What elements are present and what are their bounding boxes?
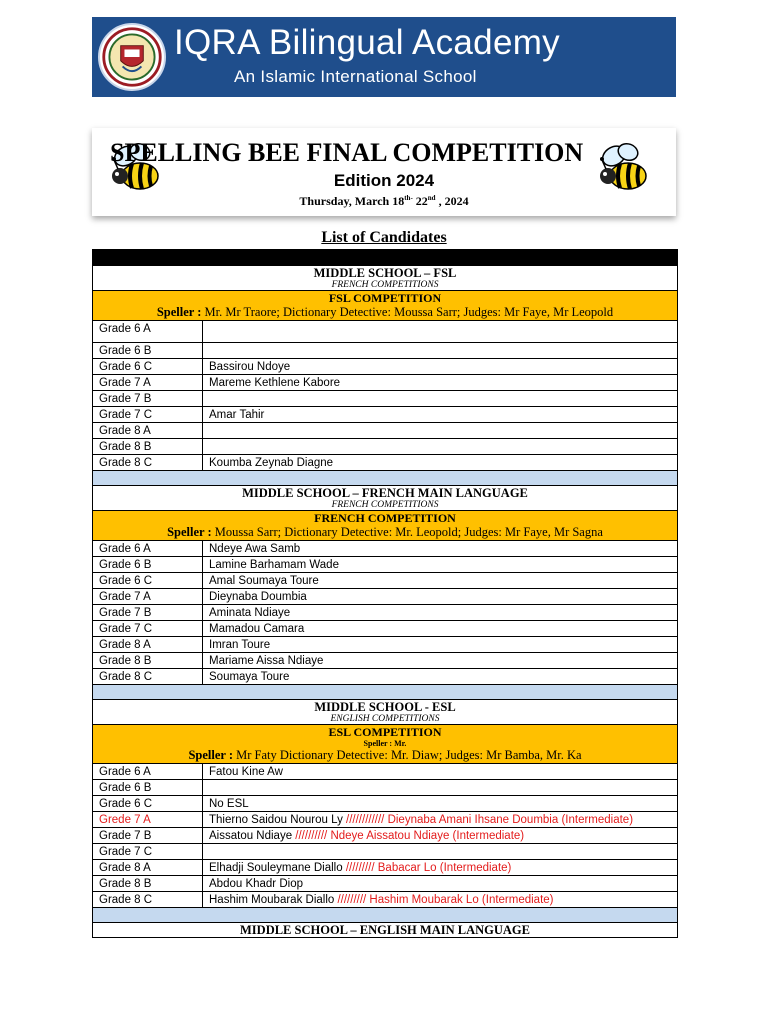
competition-band-french: [93, 511, 678, 541]
candidate-cell: [203, 876, 678, 892]
table-row: [93, 764, 678, 780]
candidate-cell: [203, 423, 678, 439]
candidate-name: Mamadou Camara: [209, 622, 305, 635]
competition-title: ESL COMPETITION: [328, 725, 442, 739]
grade-cell: Grade 7 A: [93, 589, 203, 605]
table-row: [93, 876, 678, 892]
grade-cell: Grade 8 A: [93, 860, 203, 876]
candidate-cell: [203, 407, 678, 423]
candidate-name: Fatou Kine Aw: [209, 765, 283, 778]
section-header-fsl: [93, 266, 678, 291]
candidate-name: Hashim Moubarak Diallo: [209, 893, 338, 906]
grade-cell: Grade 7 B: [93, 391, 203, 407]
section-header-esl: [93, 700, 678, 725]
candidates-table: [92, 249, 678, 938]
section-title: MIDDLE SCHOOL – FRENCH MAIN LANGUAGE: [242, 486, 528, 500]
school-name: IQRA Bilingual Academy: [174, 23, 560, 62]
grade-cell: Grade 8 C: [93, 455, 203, 471]
table-row: [93, 812, 678, 828]
section-separator: [93, 908, 678, 923]
section-title: MIDDLE SCHOOL – ENGLISH MAIN LANGUAGE: [240, 923, 530, 937]
table-row: [93, 589, 678, 605]
candidate-name: Lamine Barhamam Wade: [209, 558, 339, 571]
grade-cell: Grade 8 B: [93, 653, 203, 669]
school-banner: [92, 17, 676, 97]
candidate-cell: [203, 605, 678, 621]
table-row: [93, 391, 678, 407]
candidate-cell: [203, 860, 678, 876]
candidate-cell: [203, 621, 678, 637]
table-row: [93, 541, 678, 557]
section-header-french: [93, 486, 678, 511]
candidate-cell: [203, 455, 678, 471]
candidate-cell: [203, 359, 678, 375]
table-row: [93, 605, 678, 621]
event-title-area: [110, 132, 586, 172]
candidate-cell: [203, 391, 678, 407]
competition-staff: Speller : Mr Faty Dictionary Detective: Mr. Diaw; Judges: Mr Bamba, Mr. Ka: [188, 748, 582, 762]
candidate-cell: [203, 812, 678, 828]
competition-title: FSL COMPETITION: [328, 291, 442, 305]
competition-band-fsl: [93, 291, 678, 321]
section-separator: [93, 471, 678, 486]
candidate-name: No ESL: [209, 797, 249, 810]
table-row: [93, 621, 678, 637]
section-subtitle: FRENCH COMPETITIONS: [331, 280, 439, 290]
grade-cell: Grade 7 C: [93, 844, 203, 860]
candidate-cell: [203, 343, 678, 359]
table-row: [93, 321, 678, 343]
event-date: Thursday, March $18^{th-}$ 22nd , 2024: [299, 194, 469, 208]
grade-cell: Grade 7 A: [93, 375, 203, 391]
candidate-cell: [203, 796, 678, 812]
school-tagline: An Islamic International School: [234, 67, 477, 86]
table-row: [93, 796, 678, 812]
intermediate-candidate: ///////// Babacar Lo (Intermediate): [345, 861, 512, 874]
grade-cell: Grede 7 A: [93, 812, 203, 828]
candidate-name: Bassirou Ndoye: [209, 360, 291, 373]
grade-cell: Grade 8 A: [93, 637, 203, 653]
candidate-name: Ndeye Awa Samb: [209, 542, 301, 555]
section-header-english: [93, 923, 678, 938]
candidate-cell: [203, 669, 678, 685]
grade-cell: Grade 6 A: [93, 764, 203, 780]
intermediate-candidate: //////////// Dieynaba Amani Ihsane Doumbia (Intermediate): [346, 813, 634, 826]
candidate-cell: [203, 541, 678, 557]
event-header: [92, 128, 676, 216]
grade-cell: Grade 6 B: [93, 343, 203, 359]
candidate-name: Koumba Zeynab Diagne: [209, 456, 334, 469]
candidate-cell: [203, 764, 678, 780]
candidate-cell: [203, 637, 678, 653]
table-row: [93, 455, 678, 471]
grade-cell: Grade 8 C: [93, 892, 203, 908]
table-row: [93, 557, 678, 573]
candidate-name: Amal Soumaya Toure: [209, 574, 319, 587]
school-crest-logo: [98, 23, 166, 91]
table-row: [93, 637, 678, 653]
section-title: MIDDLE SCHOOL – FSL: [313, 266, 457, 280]
candidate-name: Abdou Khadr Diop: [209, 877, 303, 890]
candidate-cell: [203, 321, 678, 343]
table-row: [93, 828, 678, 844]
candidate-name: Aissatou Ndiaye: [209, 829, 296, 842]
table-row: [93, 343, 678, 359]
header-bar: [93, 250, 678, 266]
intermediate-candidate: ///////// Hashim Moubarak Lo (Intermediate): [337, 893, 554, 906]
grade-cell: Grade 7 B: [93, 605, 203, 621]
candidate-cell: [203, 573, 678, 589]
edition-label: Edition 2024: [333, 171, 435, 190]
candidate-name: Mariame Aissa Ndiaye: [209, 654, 324, 667]
candidate-name: Mareme Kethlene Kabore: [209, 376, 341, 389]
candidate-cell: [203, 892, 678, 908]
grade-cell: Grade 8 C: [93, 669, 203, 685]
grade-cell: Grade 6 A: [93, 541, 203, 557]
bee-icon: [594, 136, 658, 200]
table-row: [93, 359, 678, 375]
list-title: List of Candidates: [321, 229, 447, 246]
section-subtitle: ENGLISH COMPETITIONS: [330, 714, 440, 724]
grade-cell: Grade 8 B: [93, 439, 203, 455]
table-row: [93, 375, 678, 391]
grade-cell: Grade 6 C: [93, 359, 203, 375]
grade-cell: Grade 7 B: [93, 828, 203, 844]
section-separator: [93, 685, 678, 700]
grade-cell: Grade 6 C: [93, 796, 203, 812]
grade-cell: Grade 6 A: [93, 321, 203, 343]
candidate-cell: [203, 439, 678, 455]
intermediate-candidate: ////////// Ndeye Aissatou Ndiaye (Intermediate): [295, 829, 525, 842]
candidate-name: Aminata Ndiaye: [209, 606, 291, 619]
candidate-cell: [203, 844, 678, 860]
table-row: [93, 780, 678, 796]
table-row: [93, 653, 678, 669]
section-subtitle: FRENCH COMPETITIONS: [331, 500, 439, 510]
candidate-name: Imran Toure: [209, 638, 271, 651]
candidate-cell: [203, 589, 678, 605]
candidate-name: Soumaya Toure: [209, 670, 290, 683]
grade-cell: Grade 7 C: [93, 407, 203, 423]
table-row: [93, 423, 678, 439]
competition-speller-note: Speller : Mr.: [363, 739, 407, 748]
competition-staff: Speller : Mr. Mr Traore; Dictionary Detective: Moussa Sarr; Judges: Mr Faye, Mr Leopold: [156, 305, 614, 319]
candidate-cell: [203, 780, 678, 796]
grade-cell: Grade 8 A: [93, 423, 203, 439]
competition-band-esl: [93, 725, 678, 764]
grade-cell: Grade 6 B: [93, 780, 203, 796]
candidate-name: Elhadji Souleymane Diallo: [209, 861, 346, 874]
table-row: [93, 439, 678, 455]
candidate-cell: [203, 557, 678, 573]
section-title: MIDDLE SCHOOL - ESL: [314, 700, 456, 714]
grade-cell: Grade 7 C: [93, 621, 203, 637]
table-row: [93, 844, 678, 860]
table-row: [93, 669, 678, 685]
candidate-name: Thierno Saidou Nourou Ly: [209, 813, 347, 826]
candidate-cell: [203, 653, 678, 669]
candidate-name: Amar Tahir: [209, 408, 265, 421]
grade-cell: Grade 6 B: [93, 557, 203, 573]
table-row: [93, 407, 678, 423]
grade-cell: Grade 6 C: [93, 573, 203, 589]
candidate-cell: [203, 375, 678, 391]
competition-staff: Speller : Moussa Sarr; Dictionary Detective: Mr. Leopold; Judges: Mr Faye, Mr Sagna: [167, 525, 603, 539]
candidate-name: Dieynaba Doumbia: [209, 590, 307, 603]
table-row: [93, 573, 678, 589]
competition-title: FRENCH COMPETITION: [314, 511, 456, 525]
grade-cell: Grade 8 B: [93, 876, 203, 892]
table-row: [93, 892, 678, 908]
table-row: [93, 860, 678, 876]
candidate-cell: [203, 828, 678, 844]
event-title: SPELLING BEE FINAL COMPETITION: [110, 138, 584, 167]
